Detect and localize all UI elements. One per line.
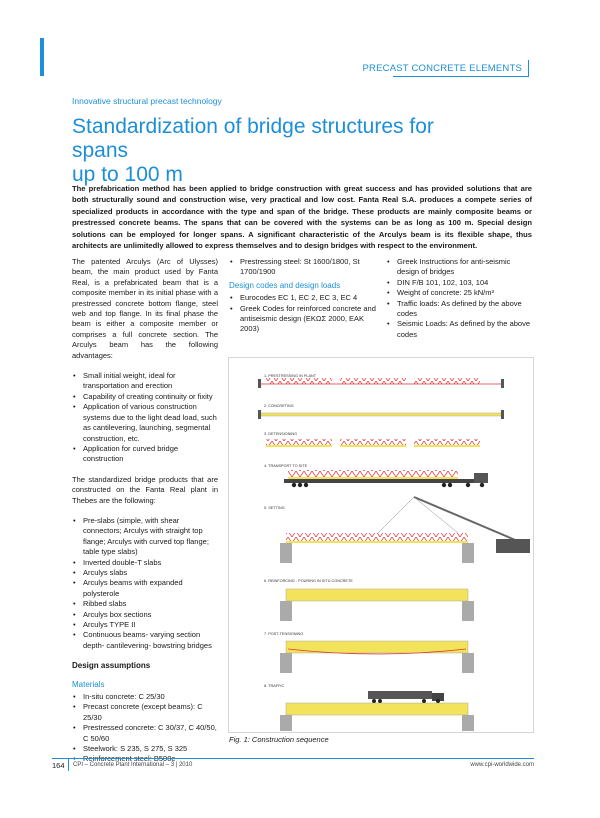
design-assumptions-heading: Design assumptions	[72, 661, 151, 671]
footer-website: www.cpi-worldwide.com	[470, 762, 534, 768]
column-3	[386, 257, 534, 340]
pier	[462, 653, 474, 673]
intro-paragraph: The patented Arculys (Arc of Ulysses) beam, the main product used by Fanta Real, is a prefabricated beam that is a composite member in its initial phase with a prestressed concrete bottom flange, steel web and top flange. In its final phase the beam is either a composite member or comprises a full concrete section. The Arculys beam has the following advantages:	[72, 257, 218, 360]
truck-cab	[474, 473, 488, 483]
crane-body	[496, 539, 530, 553]
title-line-1: Standardization of bridge structures for spans	[72, 115, 434, 162]
list-item: • Steelwork: S 235, S 275, S 325	[72, 744, 218, 754]
list-item: • Arculys box sections	[72, 610, 218, 620]
deck-slab	[286, 703, 468, 715]
list-item: • Traffic loads: As defined by the above codes	[386, 299, 534, 320]
bottom-flange	[266, 445, 332, 447]
truss-beam	[288, 470, 458, 477]
section-label: PRECAST CONCRETE ELEMENTS	[362, 63, 522, 74]
list-item: • Inverted double-T slabs	[72, 558, 218, 568]
pier	[280, 715, 292, 731]
truss-beam	[340, 378, 406, 384]
truck-trailer	[368, 691, 432, 699]
list-item: • Prestressing steel: St 1600/1800, St 1700/1900	[229, 257, 377, 278]
truss-beam	[286, 533, 468, 541]
list-item: • In-situ concrete: C 25/30	[72, 692, 218, 702]
advantages-list	[72, 371, 218, 465]
footer-rule	[52, 758, 534, 759]
list-item: • Arculys slabs	[72, 568, 218, 578]
list-item: • Capability of creating continuity or fixity	[72, 392, 218, 402]
list-item: • Seismic Loads: As defined by the above codes	[386, 319, 534, 340]
list-item: • DIN F/B 101, 102, 103, 104	[386, 278, 534, 288]
list-item: • Greek Instructions for anti-seismic design of bridges	[386, 257, 534, 278]
list-item: • Arculys TYPE II	[72, 620, 218, 630]
stage-label: 4. TRANSPORT TO SITE	[264, 464, 308, 468]
pier	[280, 601, 292, 621]
stage-label: 7. POST-TENSIONING	[264, 632, 304, 636]
list-item: • Pre-slabs (simple, with shear connectors; Arculys with straight top flange; Arculys with curved top flange; table type slabs)	[72, 516, 218, 558]
design-codes-heading: Design codes and design loads	[229, 280, 341, 290]
list-item: • Prestressed concrete: C 30/37, C 40/50, C 50/60	[72, 723, 218, 744]
list-item: • Eurocodes EC 1, EC 2, EC 3, EC 4	[229, 293, 377, 303]
list-item: • Application of various construction systems due to the light dead load, such as cantilevering, launching, segmental construction, etc.	[72, 402, 218, 444]
title-line-2: up to 100 m	[72, 163, 183, 186]
truss-beam	[266, 439, 332, 445]
bottom-flange	[288, 477, 458, 479]
list-item: • Application for curved bridge construction	[72, 444, 218, 465]
steel-list	[229, 257, 377, 278]
footer-separator	[68, 759, 69, 771]
kicker: Innovative structural precast technology	[72, 96, 222, 106]
pier	[280, 543, 292, 563]
bottom-flange	[414, 445, 480, 447]
list-item: • Ribbed slabs	[72, 599, 218, 609]
anchor-block	[501, 379, 504, 388]
column-1	[72, 257, 218, 765]
anchor-block	[258, 379, 261, 388]
truss-beam	[266, 378, 332, 384]
anchor-block	[501, 410, 504, 419]
pier	[462, 601, 474, 621]
pier	[462, 715, 474, 731]
page-title	[72, 115, 492, 187]
list-item: • Weight of concrete: 25 kN/m³	[386, 288, 534, 298]
truss-beam	[340, 439, 406, 445]
list-item: • Small initial weight, ideal for transportation and erection	[72, 371, 218, 392]
stage-label: 8. TRAFFIC	[264, 684, 285, 688]
construction-sequence-figure	[228, 357, 534, 733]
codes-list	[229, 293, 377, 335]
codes-continued-list	[386, 257, 534, 340]
stage-label: 5. SETTING	[264, 506, 285, 510]
anchor-block	[258, 410, 261, 419]
lead-paragraph: The prefabrication method has been applied to bridge construction with great success and has provided solutions that are both structurally sound and construction wise, very practical and low cost. Fanta Real S.A. produces a compete series of specialized products in accordance with the type and span of the bridge. These products are mainly composite beams or prestressed concrete beams. The spans that can be covered with the systems can be as long as 100 m. Special design solutions can be employed for longer spans. A significant characteristic of the Arculys beam is its flexible shape, thus architects are unlimitedly allowed to express themselves and to design bridges with respect to the environment.	[72, 184, 532, 251]
stage-label: 2. CONCRETING	[264, 404, 294, 408]
page-number: 164	[52, 761, 65, 770]
footer-publication: CPI – Concrete Plant International – 3 | 2010	[73, 762, 193, 768]
trailer	[284, 479, 474, 483]
column-2	[229, 257, 377, 335]
list-item: • Continuous beams- varying section depth- cantilevering- bowstring bridges	[72, 630, 218, 651]
deck-slab	[286, 589, 468, 601]
list-item: • Greek Codes for reinforced concrete and antiseismic design (ΕΚΩΣ 2000, EAK 2003)	[229, 304, 377, 335]
figure-caption: Fig. 1: Construction sequence	[229, 735, 329, 744]
materials-heading: Materials	[72, 679, 105, 689]
pier	[462, 543, 474, 563]
materials-list	[72, 692, 218, 765]
bottom-flange	[340, 445, 406, 447]
list-item: • Arculys beams with expanded polysterole	[72, 578, 218, 599]
stage-label: 3. DETENSIONING	[264, 432, 298, 436]
list-item: • Precast concrete (except beams): C 25/30	[72, 702, 218, 723]
accent-bar	[40, 38, 44, 76]
stage-label: 6. REINFORCING - POURING IN SITU CONCRETE	[264, 579, 353, 583]
pier	[280, 653, 292, 673]
section-rule-tick	[528, 60, 529, 77]
bottom-flange	[260, 413, 502, 416]
section-rule	[393, 76, 529, 77]
stage-label: 1. PRESTRESSING IN PLANT	[264, 374, 317, 378]
bottom-flange	[286, 541, 468, 543]
truss-beam	[414, 439, 480, 445]
products-intro: The standardized bridge products that are constructed on the Fanta Real plant in Thebes are the following:	[72, 474, 218, 505]
products-list	[72, 516, 218, 651]
truss-beam	[414, 378, 480, 384]
